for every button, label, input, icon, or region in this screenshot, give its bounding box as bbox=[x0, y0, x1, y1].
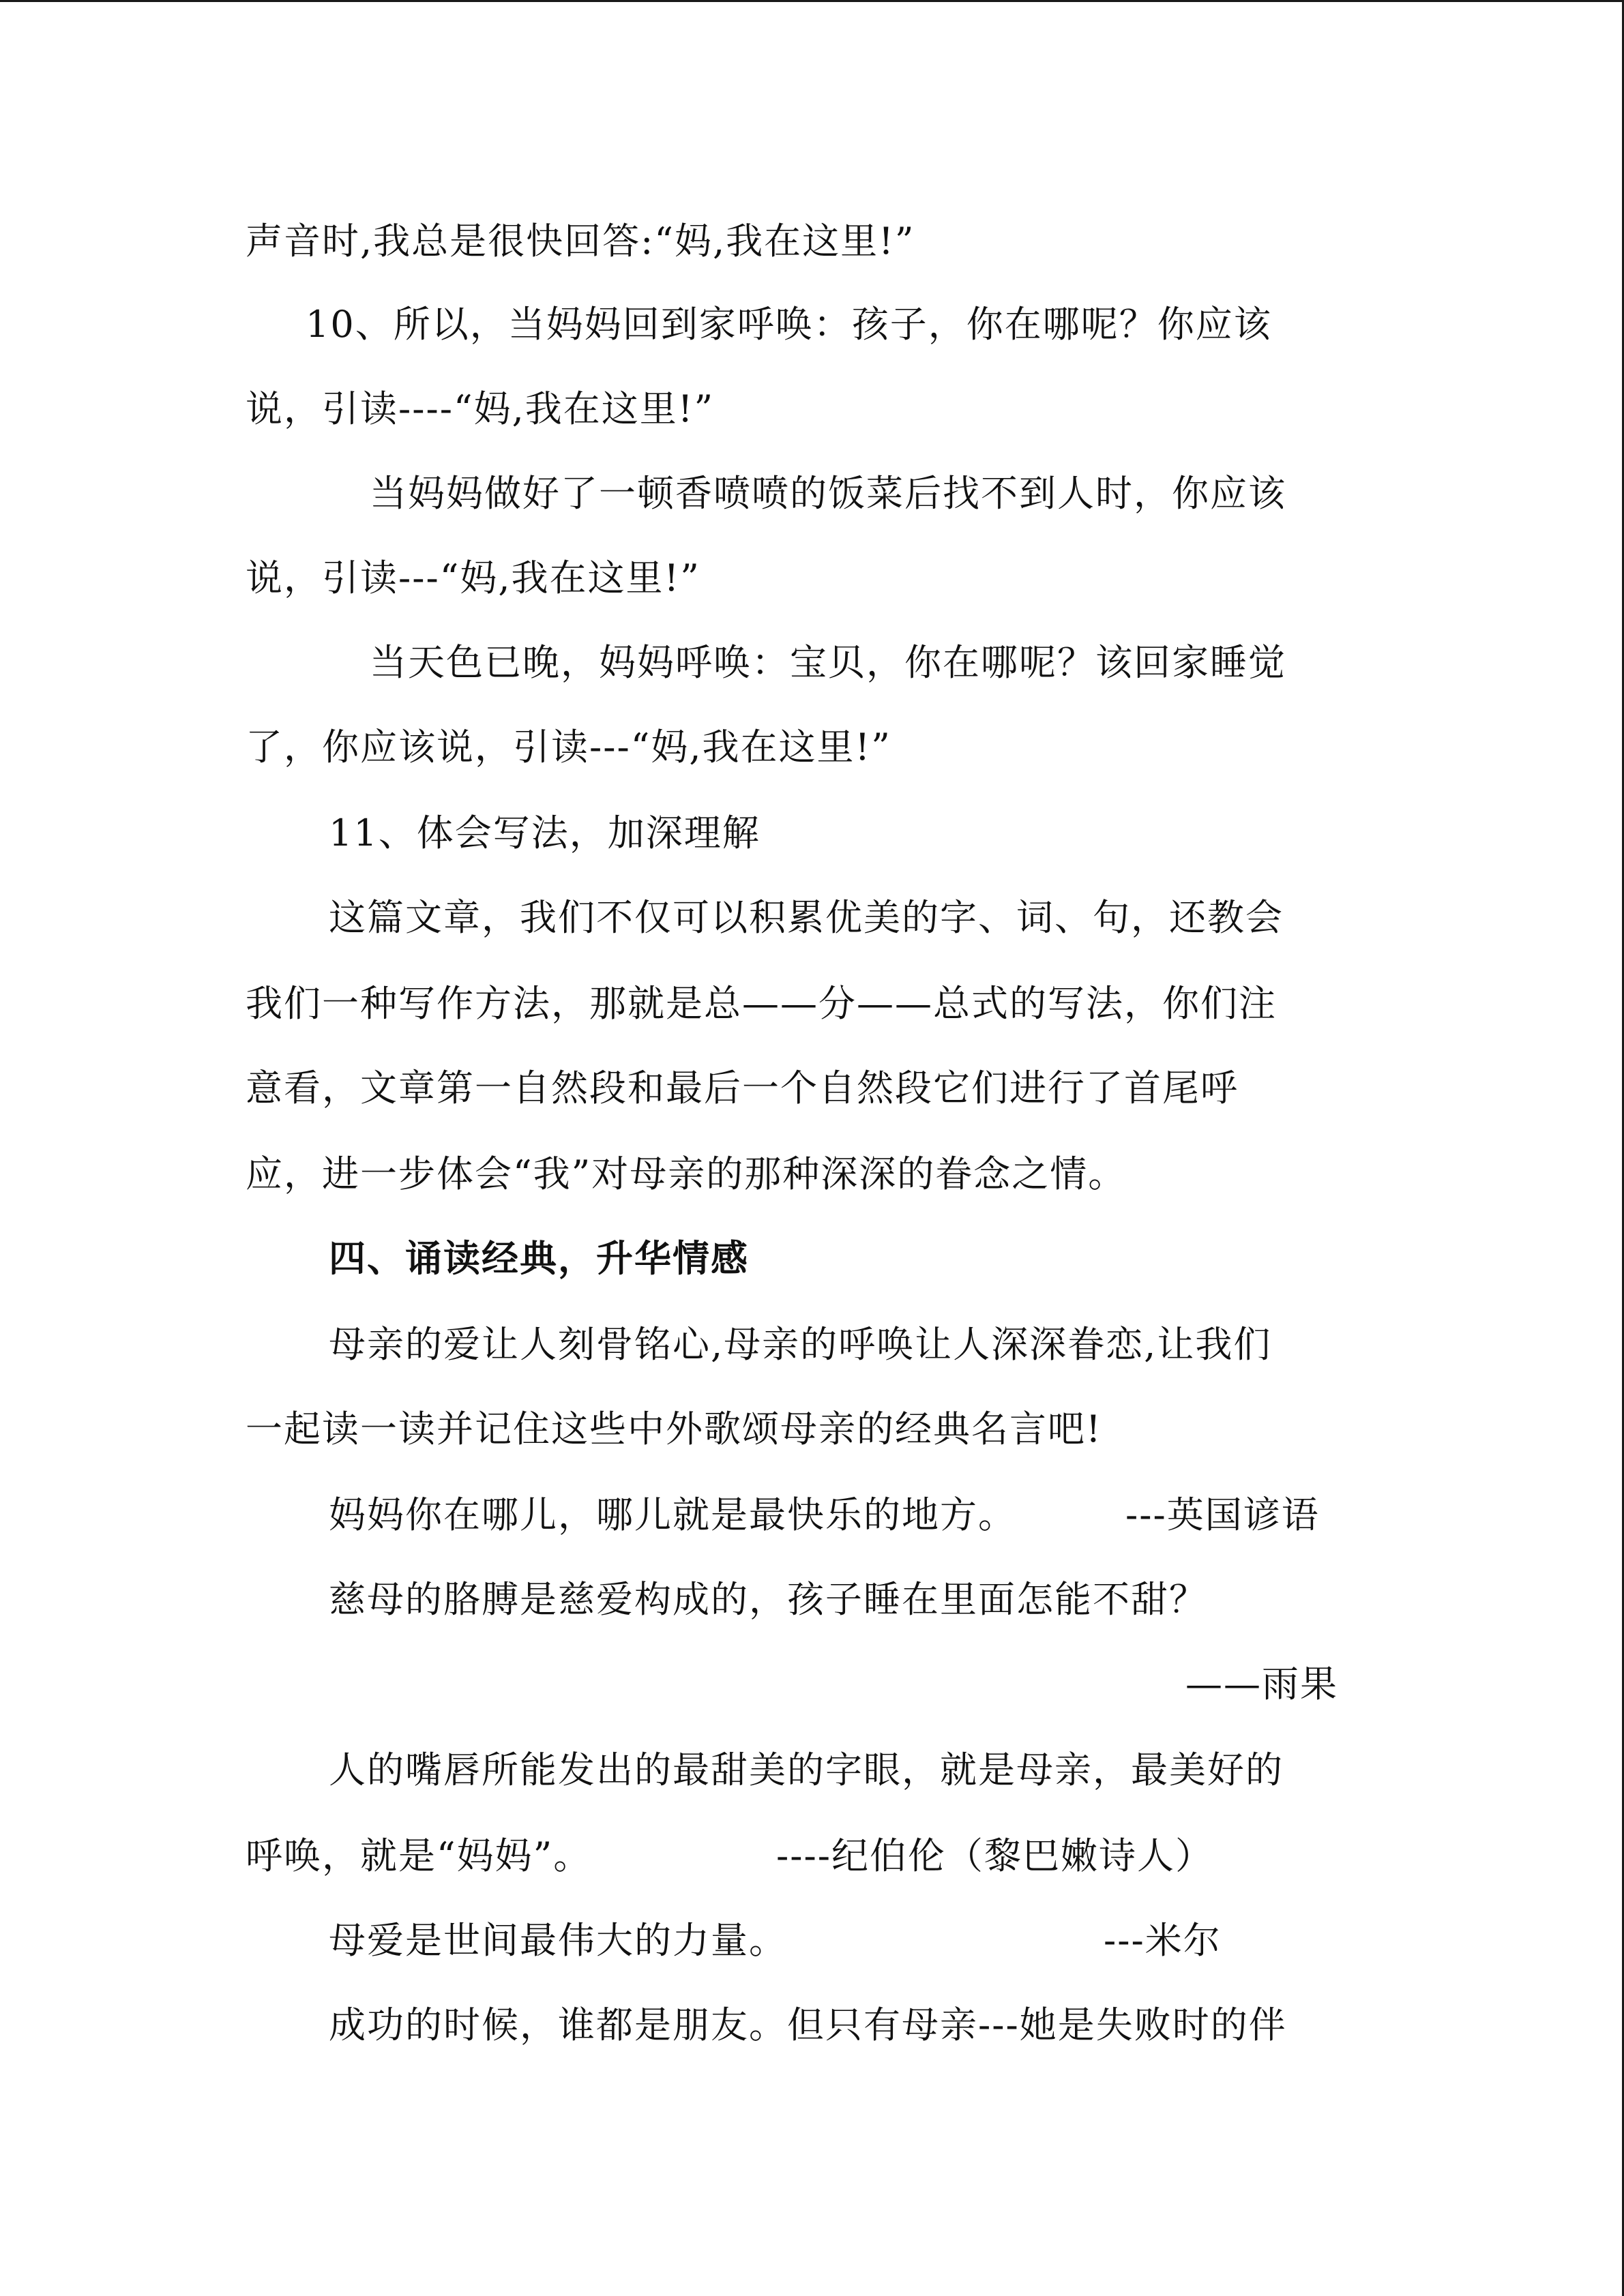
quote-text: 母爱是世间最伟大的力量。 bbox=[329, 1919, 787, 1962]
text-line: 11、体会写法，加深理解 bbox=[329, 811, 761, 854]
text-line: 我们一种写作方法，那就是总——分——总式的写法，你们注 bbox=[246, 982, 1277, 1025]
page-border-top bbox=[0, 0, 1624, 2]
text-line: 10、所以，当妈妈回到家呼唤：孩子，你在哪呢？你应该 bbox=[306, 303, 1272, 346]
text-line: 当天色已晚，妈妈呼唤：宝贝，你在哪呢？该回家睡觉 bbox=[370, 641, 1286, 684]
quote-attribution: ---英国谚语 bbox=[1125, 1493, 1320, 1536]
text-line: 说，引读----“妈,我在这里!” bbox=[246, 387, 715, 430]
quote-text: 呼唤，就是“妈妈”。 bbox=[246, 1834, 592, 1877]
quote-text: 成功的时候，谁都是朋友。但只有母亲---她是失败时的伴 bbox=[329, 2003, 1287, 2046]
text-line: 了，你应该说，引读---“妈,我在这里!” bbox=[246, 726, 891, 769]
text-line: 声音时,我总是很快回答:“妈,我在这里!” bbox=[246, 220, 915, 263]
quote-text: 慈母的胳膊是慈爱构成的，孩子睡在里面怎能不甜？ bbox=[329, 1578, 1207, 1621]
quote-attribution: ----纪伯伦（黎巴嫩诗人） bbox=[776, 1834, 1213, 1877]
quote-attribution: ——雨果 bbox=[1185, 1663, 1338, 1705]
section-heading: 四、诵读经典，升华情感 bbox=[329, 1237, 749, 1280]
text-line: 一起读一读并记住这些中外歌颂母亲的经典名言吧! bbox=[246, 1407, 1102, 1450]
text-line: 当妈妈做好了一顿香喷喷的饭菜后找不到人时，你应该 bbox=[370, 472, 1286, 515]
text-line: 应，进一步体会“我”对母亲的那种深深的眷念之情。 bbox=[246, 1152, 1127, 1195]
text-line: 这篇文章，我们不仅可以积累优美的字、词、句，还教会 bbox=[329, 896, 1284, 939]
quote-text: 人的嘴唇所能发出的最甜美的字眼，就是母亲，最美好的 bbox=[329, 1748, 1284, 1791]
text-line: 母亲的爱让人刻骨铭心,母亲的呼唤让人深深眷恋,让我们 bbox=[329, 1323, 1272, 1366]
text-line: 说，引读---“妈,我在这里!” bbox=[246, 556, 700, 599]
quote-attribution: ---米尔 bbox=[1104, 1919, 1222, 1962]
quote-text: 妈妈你在哪儿，哪儿就是最快乐的地方。 bbox=[329, 1493, 1016, 1536]
text-line: 意看，文章第一自然段和最后一个自然段它们进行了首尾呼 bbox=[246, 1067, 1239, 1109]
